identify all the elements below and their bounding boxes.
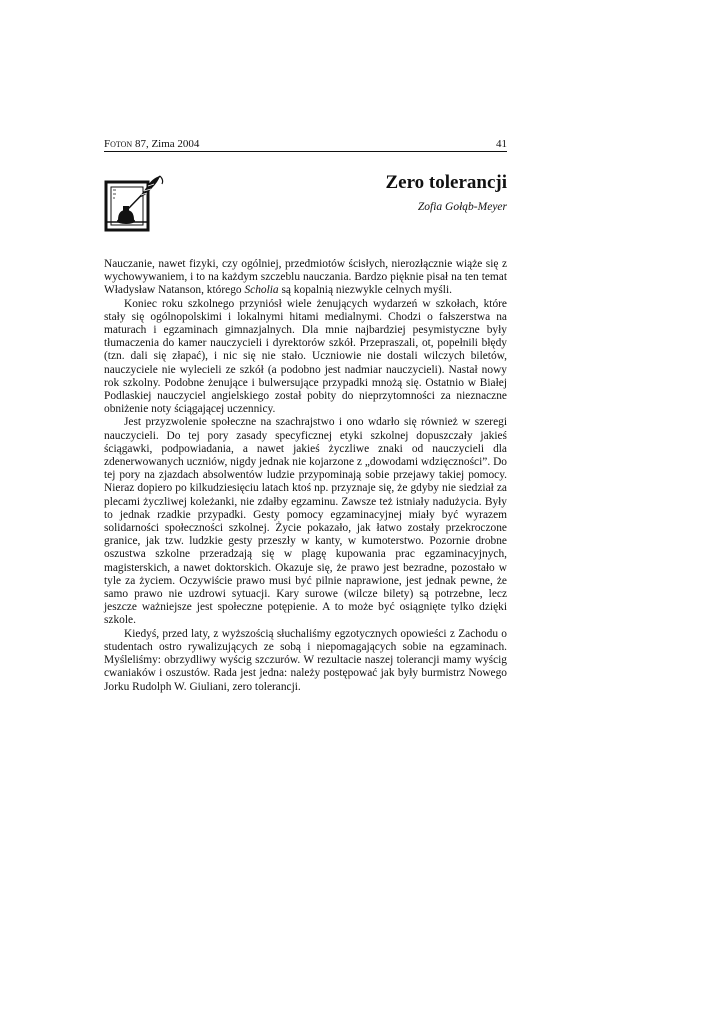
- journal-issue: [104, 137, 199, 151]
- running-header: [104, 137, 507, 152]
- book-title-scholia: Scholia: [244, 284, 279, 297]
- paragraph-4: Kiedyś, przed laty, z wyższością słuchaliśmy egzotycznych opowieści z Zachodu o studentach ostro rywalizujących ze sobą i niepomagających sobie na egzaminach. Myśleliśmy: obrzydliwy wyścig szczurów. W rezultacie naszej tolerancji mamy wyścig cwaniaków i oszustów. Rada jest jedna: należy postępować jak były burmistrz Nowego Jorku Rudolph W. Giuliani, zero tolerancji.: [104, 627, 507, 693]
- inkwell-quill-icon: [104, 172, 168, 234]
- paragraph-1: [104, 258, 507, 298]
- page-number: 41: [496, 138, 507, 150]
- paragraph-2: Koniec roku szkolnego przyniósł wiele żenujących wydarzeń w szkołach, które stały się ogólnopolskimi i lokalnymi hitami medialnymi. Chodzi o fałszerstwa na maturach i egzaminach gimnazjalnych. Dla mnie najbardziej pesymistyczne były tłumaczenia do kamer nauczycieli i dyrektorów szkół. Przepraszali, ot, popełnili błędy (tzn. dali się złapać), i nic się nie stało. Uczniowie nie dostali wilczych biletów, nauczyciele nie wylecieli ze szkół (a podobno jest nadmiar nauczycieli). Nastał nowy rok szkolny. Podobne żenujące i bulwersujące przypadki mnożą się. Ostatnio w Białej Podlaskiej nauczyciel angielskiego został pobity do nieprzytomności za nieznaczne obniżenie noty ściągającej uczennicy.: [104, 297, 507, 416]
- paragraph-3: Jest przyzwolenie społeczne na szachrajstwo i ono wdarło się również w szeregi nauczycieli. Do tej pory zasady specyficznej etyki szkolnej dopuszczały jakieś ściągawki, podpowiadania, a nawet jakieś życzliwe znaki od nauczycieli dla zdenerwowanych uczniów, nigdy jednak nie kojarzone z „dowodami wdzięczności”. Do tej pory na zjazdach absolwentów ludzie przypominają sobie przejawy takiej pomocy. Nieraz dopiero po kilkudziesięciu latach ktoś np. przyznaje się, że gdyby nie siedział za plecami życzliwej koleżanki, nie zdałby egzaminu. Zawsze też istniały nadużycia. Były to jednak rzadkie przypadki. Gesty pomocy egzaminacyjnej miały być wyrazem solidarności społeczności szkolnej. Życie pokazało, jak łatwo zostały przekroczone granice, jak tzw. ludzkie gesty przeszły w kanty, w kumoterstwo. Pozornie drobne oszustwa szkolne przeradzają się w plagę kupowania prac egzaminacyjnych, magisterskich, a nawet doktorskich. Okazuje się, że prawo jest bezradne, pozostało w tyle za życiem. Oczywiście prawo musi być pilnie naprawione, jest jednak pewne, że samo prawo nie uzdrowi sytuacji. Kary surowe (wilcze bilety) są potrzebne, lecz jeszcze ważniejsze jest społeczne potępienie. A to może być osiągnięte tylko dzięki szkole.: [104, 416, 507, 627]
- paragraph-1-text-a: Nauczanie, nawet fizyki, czy ogólniej, przedmiotów ścisłych, nierozłącznie wiąże się z wychowywaniem, i to na każdym szczeblu nauczania. Bardzo pięknie pisał na ten temat Władysław Natanson, którego: [104, 258, 507, 297]
- issue-info: 87, Zima 2004: [132, 138, 200, 150]
- article-title: Zero tolerancji: [385, 172, 507, 193]
- article-author: Zofia Gołąb-Meyer: [417, 201, 507, 213]
- paragraph-1-text-b: są kopalnią niezwykle celnych myśli.: [278, 284, 452, 297]
- article-body: [104, 258, 507, 694]
- journal-name: Foton: [104, 138, 133, 150]
